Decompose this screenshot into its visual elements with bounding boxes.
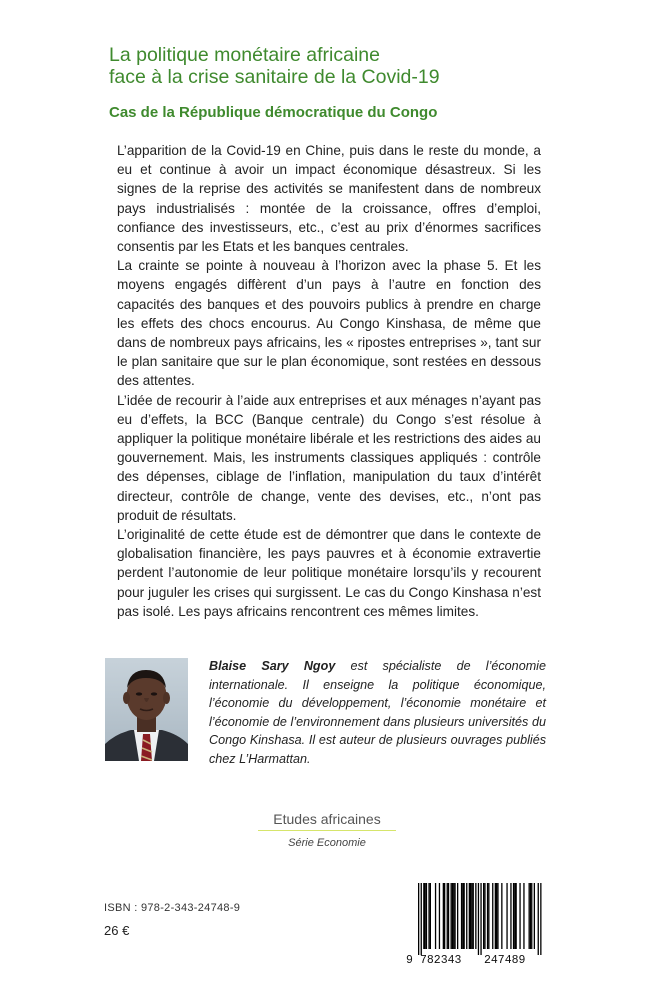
barcode-bar: [483, 883, 484, 949]
barcode-bar: [471, 883, 472, 949]
barcode-bar: [421, 883, 422, 955]
barcode-bar: [531, 883, 532, 949]
barcode-bar: [470, 883, 471, 949]
barcode-bar: [443, 883, 444, 949]
barcode-bar: [425, 883, 426, 949]
barcode-bar: [538, 883, 539, 955]
barcode-bar: [480, 883, 481, 955]
barcode-bar: [513, 883, 514, 949]
barcode-bar: [540, 883, 541, 955]
barcode-bar: [529, 883, 530, 949]
barcode-bar: [488, 883, 489, 949]
barcode-bar: [428, 883, 429, 949]
author-bio: [209, 657, 546, 769]
barcode-bar: [462, 883, 463, 949]
barcode-bar: [444, 883, 445, 949]
barcode-bar: [497, 883, 498, 949]
barcode-bar: [451, 883, 452, 949]
barcode-bars: [406, 883, 548, 955]
barcode-bar: [457, 883, 458, 949]
barcode-bar: [426, 883, 427, 949]
barcode-bar: [495, 883, 496, 949]
collection-label: [258, 811, 396, 849]
collection-name: Etudes africaines: [258, 811, 396, 831]
barcode-bar: [510, 883, 511, 949]
barcode-bar: [439, 883, 440, 949]
barcode-bar: [466, 883, 467, 949]
barcode-bar: [516, 883, 517, 949]
blurb-paragraph: L’idée de recourir à l’aide aux entreprises et aux ménages n’ayant pas eu d’effets, la BCC (Banque centrale) du Congo s’est résolue à appliquer la politique monétaire libérale et les restrictions des aides au gouvernement. Mais, les instruments classiques appliqués : contrôle des dépenses, ciblage de l’inflation, manipulation du taux d’intérêt directeur, contrôle de change, vente des devises, etc., n’ont pas produit de résultats.: [117, 392, 541, 523]
barcode-bar: [423, 883, 424, 949]
book-title-line-2: face à la crise sanitaire de la Covid-19: [109, 66, 440, 88]
barcode-bar: [492, 883, 493, 949]
barcode-bar: [447, 883, 448, 949]
barcode-bar: [506, 883, 507, 949]
barcode-bar: [448, 883, 449, 949]
barcode-bar: [478, 883, 479, 955]
barcode: [406, 883, 548, 975]
book-subtitle: Cas de la République démocratique du Congo: [109, 104, 438, 121]
price: 26 €: [104, 923, 130, 938]
isbn-number: ISBN : 978-2-343-24748-9: [104, 902, 241, 914]
barcode-bar: [523, 883, 524, 949]
barcode-right-group: 247489: [484, 954, 526, 967]
barcode-bar: [430, 883, 431, 949]
barcode-bar: [418, 883, 419, 955]
author-bio-text: est spécialiste de l’économie internationale. Il enseigne la politique économique, l’économie du développement, l’économie monétaire et l’économie de l’environnement dans plusieurs universités du Congo Kinshasa. Il est auteur de plusieurs ouvrages publiés chez L’Harmattan.: [209, 659, 546, 766]
barcode-bar: [461, 883, 462, 949]
blurb-paragraph: La crainte se pointe à nouveau à l’horizon avec la phase 5. Et les moyens engagés diffèrent d’un pays à l’autre en fonction des capacités des banques et des pouvoirs publics à prendre en charge les effets des chocs encourus. Au Congo Kinshasa, de même que dans de nombreux pays africains, les « ripostes entreprises », tant sur le plan sanitaire que sur le plan économique, sont restées en dessous des attentes.: [117, 258, 541, 389]
book-title: [109, 44, 440, 88]
author-photo: [105, 658, 188, 761]
barcode-bar: [435, 883, 436, 949]
collection-series: Série Economie: [288, 837, 366, 849]
barcode-bar: [501, 883, 502, 949]
barcode-bar: [534, 883, 535, 949]
barcode-bar: [487, 883, 488, 949]
barcode-bar: [453, 883, 454, 949]
barcode-bar: [514, 883, 515, 949]
barcode-bar: [454, 883, 455, 949]
barcode-left-group: 782343: [420, 954, 462, 967]
author-name: Blaise Sary Ngoy: [209, 659, 336, 673]
back-cover-blurb: [117, 141, 541, 621]
barcode-bar: [475, 883, 476, 949]
blurb-paragraph: L’apparition de la Covid-19 en Chine, puis dans le reste du monde, a eu et continue à avoir un impact économique désastreux. Si les signes de la reprise des activités se manifestent dans de nombreux pays industrialisés : montée de la croissance, offres d’emploi, confiance des investisseurs, etc., c’est au prix d’énormes sacrifices consentis par les Etats et les banques centrales.: [117, 143, 541, 255]
barcode-bar: [469, 883, 470, 949]
blurb-paragraph: L’originalité de cette étude est de démontrer que dans le contexte de globalisation financière, les pays pauvres et à économie extravertie perdent l’autonomie de leur politique monétaire lorsqu’ils y recourent pour juguler les crises qui surgissent. Le cas du Congo Kinshasa n’est pas isolé. Les pays africains rencontrent ces mêmes limites.: [117, 527, 541, 619]
barcode-bar: [519, 883, 520, 949]
barcode-bar: [484, 883, 485, 949]
barcode-bar: [496, 883, 497, 949]
book-title-line-1: La politique monétaire africaine: [109, 44, 381, 66]
barcode-bar: [452, 883, 453, 949]
barcode-bar: [464, 883, 465, 949]
barcode-first-digit: 9: [406, 954, 413, 967]
barcode-bar: [473, 883, 474, 949]
barcode-bar: [530, 883, 531, 949]
